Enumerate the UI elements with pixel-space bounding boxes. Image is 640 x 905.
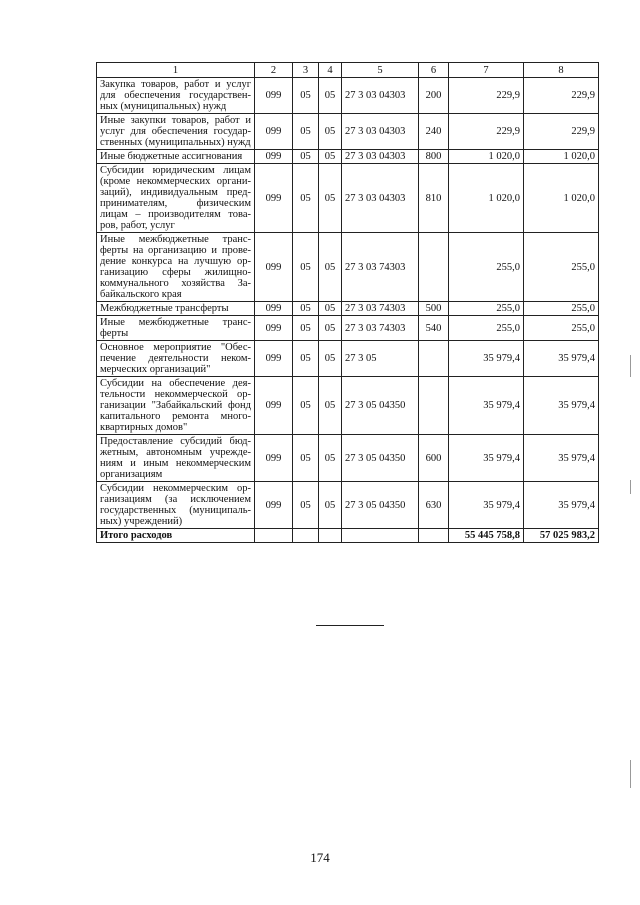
table-row xyxy=(97,302,599,316)
row-expense-type xyxy=(419,341,449,377)
row-target-article: 27 3 03 74303 xyxy=(342,302,419,316)
row-section: 05 xyxy=(293,302,319,316)
row-name: Межбюджетные трансферты xyxy=(97,302,255,316)
row-ministry-code: 099 xyxy=(255,150,293,164)
scan-artifact xyxy=(630,480,631,494)
row-section: 05 xyxy=(293,78,319,114)
row-target-article: 27 3 03 04303 xyxy=(342,114,419,150)
row-expense-type: 500 xyxy=(419,302,449,316)
row-name: Субсидии на обеспечение дея-тельности некоммерческой ор-ганизации "Забайкальский фонд капитального ремонта много-квартирных домов" xyxy=(97,377,255,435)
row-subsection: 05 xyxy=(319,377,342,435)
total-empty-cell xyxy=(342,529,419,543)
row-expense-type xyxy=(419,233,449,302)
scan-artifact xyxy=(630,355,631,377)
row-section: 05 xyxy=(293,482,319,529)
row-expense-type: 600 xyxy=(419,435,449,482)
table-row xyxy=(97,341,599,377)
row-ministry-code: 099 xyxy=(255,435,293,482)
row-subsection: 05 xyxy=(319,114,342,150)
header-col-8: 8 xyxy=(524,63,599,78)
table-row xyxy=(97,164,599,233)
row-amount-year-2: 255,0 xyxy=(524,316,599,341)
row-ministry-code: 099 xyxy=(255,316,293,341)
row-ministry-code: 099 xyxy=(255,233,293,302)
row-target-article: 27 3 05 xyxy=(342,341,419,377)
row-amount-year-2: 1 020,0 xyxy=(524,164,599,233)
row-amount-year-1: 255,0 xyxy=(449,316,524,341)
row-section: 05 xyxy=(293,164,319,233)
table-row xyxy=(97,150,599,164)
row-section: 05 xyxy=(293,377,319,435)
row-section: 05 xyxy=(293,233,319,302)
row-section: 05 xyxy=(293,341,319,377)
row-expense-type: 630 xyxy=(419,482,449,529)
row-target-article: 27 3 03 04303 xyxy=(342,78,419,114)
row-name: Закупка товаров, работ и услуг для обеспечения государствен-ных (муниципальных) нужд xyxy=(97,78,255,114)
row-ministry-code: 099 xyxy=(255,341,293,377)
row-amount-year-1: 35 979,4 xyxy=(449,435,524,482)
table-row xyxy=(97,377,599,435)
row-section: 05 xyxy=(293,316,319,341)
row-amount-year-1: 255,0 xyxy=(449,302,524,316)
row-subsection: 05 xyxy=(319,435,342,482)
table-row xyxy=(97,233,599,302)
header-col-7: 7 xyxy=(449,63,524,78)
table-row xyxy=(97,435,599,482)
row-amount-year-2: 255,0 xyxy=(524,302,599,316)
row-name: Субсидии некоммерческим ор-ганизациям (за исключением государственных (муниципаль-ных) учреждений) xyxy=(97,482,255,529)
row-amount-year-2: 35 979,4 xyxy=(524,482,599,529)
page-number: 174 xyxy=(310,850,330,865)
row-ministry-code: 099 xyxy=(255,482,293,529)
row-target-article: 27 3 05 04350 xyxy=(342,435,419,482)
table-row xyxy=(97,316,599,341)
row-expense-type: 810 xyxy=(419,164,449,233)
row-target-article: 27 3 03 74303 xyxy=(342,316,419,341)
row-ministry-code: 099 xyxy=(255,164,293,233)
row-name: Предоставление субсидий бюд-жетным, автономным учрежде-ниям и иным некоммерческим организациям xyxy=(97,435,255,482)
scan-artifact xyxy=(630,760,631,788)
row-subsection: 05 xyxy=(319,233,342,302)
row-target-article: 27 3 03 04303 xyxy=(342,150,419,164)
row-subsection: 05 xyxy=(319,150,342,164)
row-subsection: 05 xyxy=(319,164,342,233)
row-expense-type: 240 xyxy=(419,114,449,150)
header-col-1: 1 xyxy=(97,63,255,78)
row-expense-type: 540 xyxy=(419,316,449,341)
row-amount-year-1: 35 979,4 xyxy=(449,377,524,435)
total-amount-year-2: 57 025 983,2 xyxy=(524,529,599,543)
table-row xyxy=(97,78,599,114)
row-subsection: 05 xyxy=(319,302,342,316)
row-amount-year-1: 35 979,4 xyxy=(449,482,524,529)
row-name: Основное мероприятие "Обес-печение деятельности неком-мерческих организаций" xyxy=(97,341,255,377)
row-amount-year-1: 1 020,0 xyxy=(449,164,524,233)
row-amount-year-2: 229,9 xyxy=(524,114,599,150)
row-name: Иные межбюджетные транс-ферты на организацию и прове-дение конкурса на лучшую ор-ганизацию сферы жилищно-коммунального хозяйства За-байкальского края xyxy=(97,233,255,302)
row-amount-year-2: 229,9 xyxy=(524,78,599,114)
row-section: 05 xyxy=(293,435,319,482)
row-ministry-code: 099 xyxy=(255,377,293,435)
row-section: 05 xyxy=(293,150,319,164)
row-ministry-code: 099 xyxy=(255,78,293,114)
row-amount-year-2: 1 020,0 xyxy=(524,150,599,164)
row-amount-year-1: 255,0 xyxy=(449,233,524,302)
row-amount-year-2: 255,0 xyxy=(524,233,599,302)
header-col-2: 2 xyxy=(255,63,293,78)
row-amount-year-1: 35 979,4 xyxy=(449,341,524,377)
budget-table xyxy=(96,62,599,543)
total-empty-cell xyxy=(255,529,293,543)
row-expense-type xyxy=(419,377,449,435)
total-label: Итого расходов xyxy=(97,529,255,543)
row-name: Иные закупки товаров, работ и услуг для обеспечения государ-ственных (муниципальных) нужд xyxy=(97,114,255,150)
total-empty-cell xyxy=(319,529,342,543)
row-expense-type: 200 xyxy=(419,78,449,114)
header-col-3: 3 xyxy=(293,63,319,78)
row-subsection: 05 xyxy=(319,482,342,529)
row-amount-year-2: 35 979,4 xyxy=(524,377,599,435)
row-amount-year-2: 35 979,4 xyxy=(524,341,599,377)
row-amount-year-2: 35 979,4 xyxy=(524,435,599,482)
row-target-article: 27 3 05 04350 xyxy=(342,482,419,529)
total-amount-year-1: 55 445 758,8 xyxy=(449,529,524,543)
header-col-4: 4 xyxy=(319,63,342,78)
row-target-article: 27 3 03 04303 xyxy=(342,164,419,233)
row-ministry-code: 099 xyxy=(255,114,293,150)
row-section: 05 xyxy=(293,114,319,150)
total-empty-cell xyxy=(293,529,319,543)
header-col-6: 6 xyxy=(419,63,449,78)
total-row xyxy=(97,529,599,543)
row-target-article: 27 3 03 74303 xyxy=(342,233,419,302)
row-amount-year-1: 229,9 xyxy=(449,78,524,114)
row-amount-year-1: 229,9 xyxy=(449,114,524,150)
row-amount-year-1: 1 020,0 xyxy=(449,150,524,164)
table-row xyxy=(97,482,599,529)
row-name: Иные бюджетные ассигнования xyxy=(97,150,255,164)
row-subsection: 05 xyxy=(319,341,342,377)
table-row xyxy=(97,114,599,150)
table-header-row xyxy=(97,63,599,78)
header-col-5: 5 xyxy=(342,63,419,78)
row-subsection: 05 xyxy=(319,78,342,114)
row-subsection: 05 xyxy=(319,316,342,341)
row-target-article: 27 3 05 04350 xyxy=(342,377,419,435)
row-name: Субсидии юридическим лицам (кроме некоммерческих органи-заций), индивидуальным пред-принимателям, физическим лицам – производителям това-ров, работ, услуг xyxy=(97,164,255,233)
separator-line xyxy=(316,625,384,626)
total-empty-cell xyxy=(419,529,449,543)
row-name: Иные межбюджетные транс-ферты xyxy=(97,316,255,341)
row-expense-type: 800 xyxy=(419,150,449,164)
row-ministry-code: 099 xyxy=(255,302,293,316)
